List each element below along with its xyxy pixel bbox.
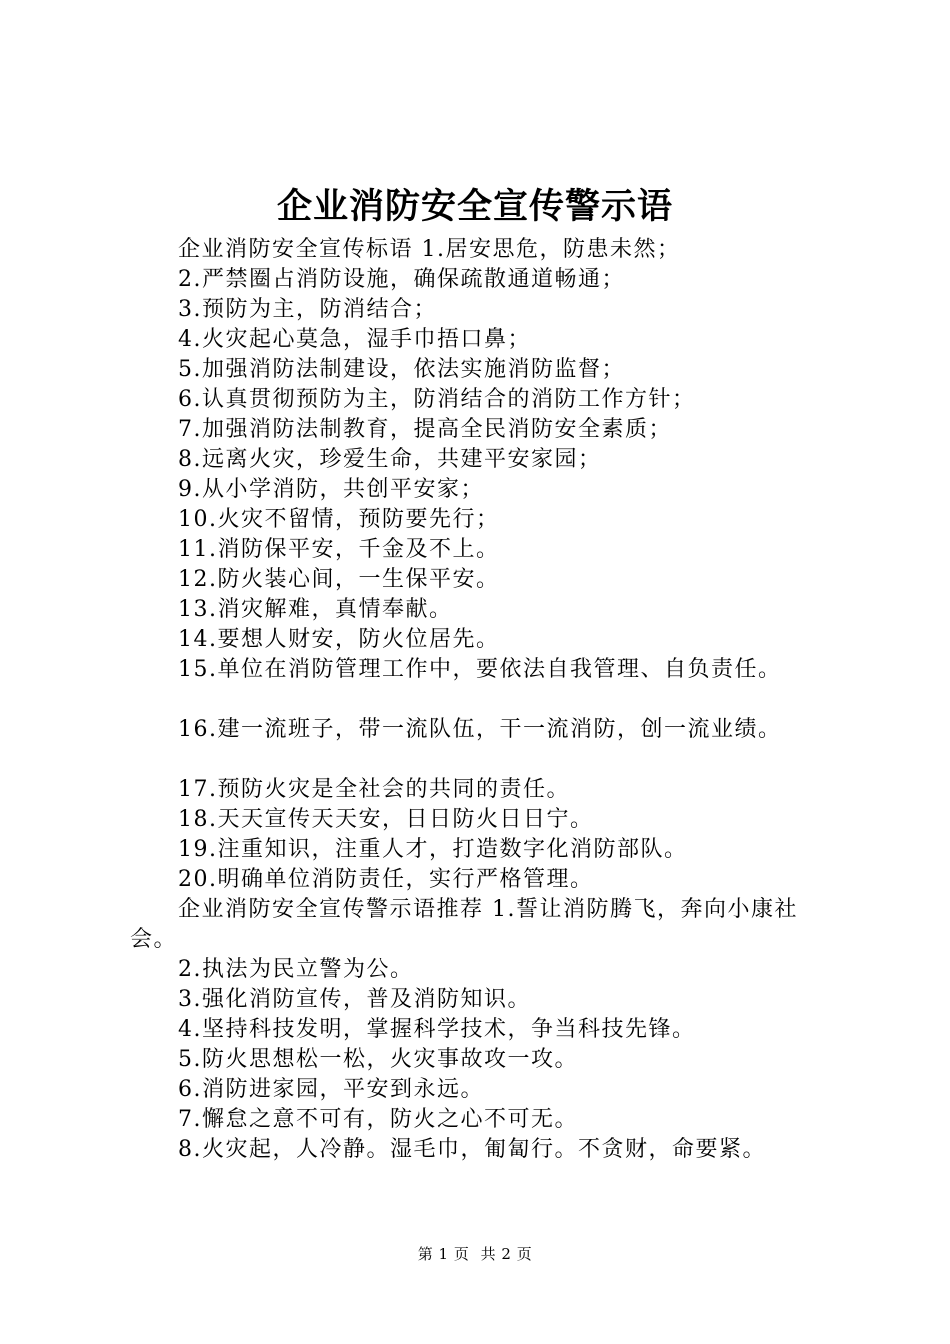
list-item: 2.严禁圈占消防设施，确保疏散通道畅通； — [178, 267, 625, 292]
page-footer — [0, 1244, 950, 1264]
list-item: 14.要想人财安，防火位居先。 — [178, 627, 500, 652]
list-item: 5.防火思想松一松，火灾事故攻一攻。 — [178, 1047, 578, 1072]
list-item: 7.懈怠之意不可有，防火之心不可无。 — [178, 1107, 578, 1132]
list-item: 11.消防保平安，千金及不上。 — [178, 537, 500, 562]
list-item: 3.强化消防宣传，普及消防知识。 — [178, 987, 531, 1012]
list-item: 13.消灾解难，真情奉献。 — [178, 597, 453, 622]
list-item: 4.坚持科技发明，掌握科学技术，争当科技先锋。 — [178, 1017, 696, 1042]
list-item: 19.注重知识，注重人才，打造数字化消防部队。 — [178, 837, 688, 862]
document-body — [130, 235, 838, 1165]
blank-line — [130, 685, 838, 715]
list-item: 8.远离火灾，珍爱生命，共建平安家园； — [178, 447, 602, 472]
list-item: 3.预防为主，防消结合； — [178, 297, 437, 322]
list-item: 17.预防火灾是全社会的共同的责任。 — [178, 777, 570, 802]
list-item: 6.消防进家园，平安到永远。 — [178, 1077, 484, 1102]
list-item: 9.从小学消防，共创平安家； — [178, 477, 484, 502]
list-item: 6.认真贯彻预防为主，防消结合的消防工作方针； — [178, 387, 696, 412]
page-total: 共 2 页 — [480, 1245, 533, 1263]
document-title: 企业消防安全宣传警示语 — [276, 186, 673, 227]
list-item: 4.火灾起心莫急，湿手巾捂口鼻； — [178, 327, 531, 352]
list-item: 7.加强消防法制教育，提高全民消防安全素质； — [178, 417, 672, 442]
list-item: 5.加强消防法制建设，依法实施消防监督； — [178, 357, 625, 382]
list-item: 18.天天宣传天天安，日日防火日日宁。 — [178, 807, 594, 832]
blank-line — [130, 745, 838, 775]
list-item: 20.明确单位消防责任，实行严格管理。 — [178, 867, 594, 892]
section1-intro: 企业消防安全宣传标语 1.居安思危，防患未然； — [178, 237, 681, 262]
list-item: 12.防火装心间，一生保平安。 — [178, 567, 500, 592]
section2-intro: 企业消防安全宣传警示语推荐 1.誓让消防腾飞，奔向小康社会。 — [130, 897, 798, 952]
list-item: 2.执法为民立警为公。 — [178, 957, 414, 982]
list-item: 8.火灾起，人冷静。湿毛巾，匍匐行。不贪财，命要紧。 — [178, 1137, 766, 1162]
list-item: 16.建一流班子，带一流队伍，干一流消防，创一流业绩。 — [178, 717, 782, 742]
page-number: 第 1 页 — [417, 1245, 470, 1263]
list-item: 10.火灾不留情，预防要先行； — [178, 507, 500, 532]
list-item: 15.单位在消防管理工作中，要依法自我管理、自负责任。 — [178, 657, 782, 682]
